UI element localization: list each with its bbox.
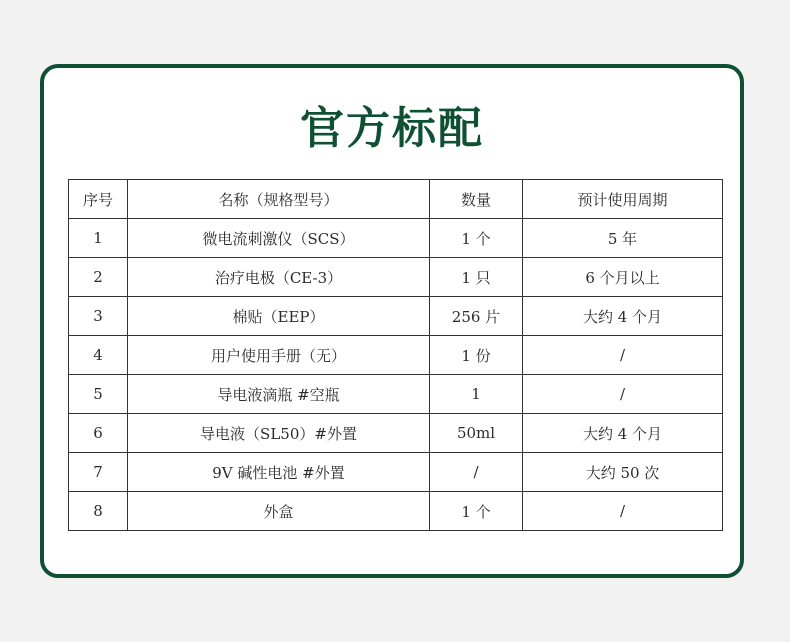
cell-name: 导电液滴瓶 #空瓶 — [128, 375, 430, 414]
cell-usage-period: 6 个月以上 — [523, 258, 723, 297]
cell-index: 8 — [69, 492, 128, 531]
cell-index: 6 — [69, 414, 128, 453]
cell-usage-period: 大约 50 次 — [523, 453, 723, 492]
cell-index: 7 — [69, 453, 128, 492]
table-row — [69, 219, 723, 258]
cell-quantity: 1 只 — [430, 258, 523, 297]
table-row — [69, 297, 723, 336]
cell-quantity: 50ml — [430, 414, 523, 453]
table-row — [69, 375, 723, 414]
cell-index: 4 — [69, 336, 128, 375]
cell-name: 导电液（SL50）#外置 — [128, 414, 430, 453]
cell-name: 棉贴（EEP） — [128, 297, 430, 336]
header-quantity: 数量 — [430, 180, 523, 219]
table-row — [69, 414, 723, 453]
cell-usage-period: 大约 4 个月 — [523, 414, 723, 453]
cell-usage-period: / — [523, 336, 723, 375]
header-name: 名称（规格型号） — [128, 180, 430, 219]
table-row — [69, 258, 723, 297]
cell-index: 2 — [69, 258, 128, 297]
cell-name: 用户使用手册（无） — [128, 336, 430, 375]
cell-name: 治疗电极（CE-3） — [128, 258, 430, 297]
cell-name: 微电流刺激仪（SCS） — [128, 219, 430, 258]
table-header-row — [69, 180, 723, 219]
cell-quantity: 1 个 — [430, 219, 523, 258]
cell-quantity: 256 片 — [430, 297, 523, 336]
cell-quantity: / — [430, 453, 523, 492]
cell-quantity: 1 — [430, 375, 523, 414]
spec-card — [40, 64, 744, 578]
table-row — [69, 492, 723, 531]
cell-usage-period: / — [523, 375, 723, 414]
cell-usage-period: 5 年 — [523, 219, 723, 258]
cell-index: 1 — [69, 219, 128, 258]
cell-quantity: 1 份 — [430, 336, 523, 375]
header-usage-period: 预计使用周期 — [523, 180, 723, 219]
page-title: 官方标配 — [300, 103, 484, 154]
cell-quantity: 1 个 — [430, 492, 523, 531]
spec-table — [68, 179, 723, 531]
cell-usage-period: / — [523, 492, 723, 531]
table-row — [69, 453, 723, 492]
cell-name: 外盒 — [128, 492, 430, 531]
cell-usage-period: 大约 4 个月 — [523, 297, 723, 336]
cell-index: 3 — [69, 297, 128, 336]
header-index: 序号 — [69, 180, 128, 219]
cell-index: 5 — [69, 375, 128, 414]
table-row — [69, 336, 723, 375]
cell-name: 9V 碱性电池 #外置 — [128, 453, 430, 492]
